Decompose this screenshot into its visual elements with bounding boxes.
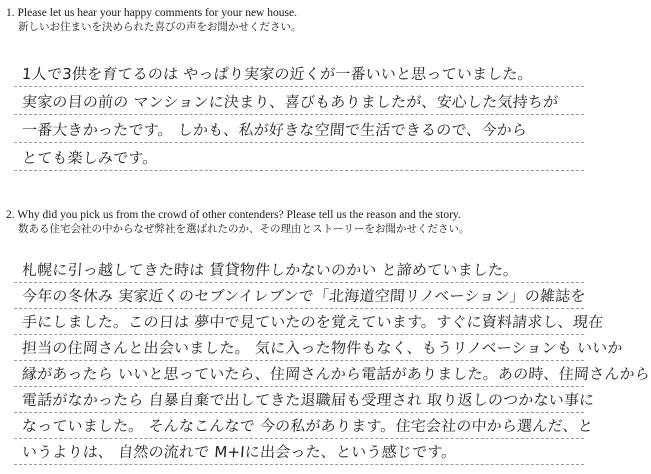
answer-line bbox=[14, 306, 605, 335]
question-1-japanese: 新しいお住まいを決められた喜びの声をお聞かせください。 bbox=[18, 21, 302, 33]
question-1 bbox=[6, 6, 594, 34]
answer-2 bbox=[14, 254, 651, 470]
answer-line bbox=[14, 436, 584, 465]
answer-line bbox=[14, 58, 584, 87]
answer-line bbox=[14, 410, 594, 439]
question-2-japanese: 数ある住宅会社の中からなぜ弊社を選ばれたのか、その理由とストーリーをお聞かせください。 bbox=[18, 223, 470, 235]
handwritten-text: いうよりは、 自然の流れで M+Iに出会った、という感じです。 bbox=[21, 443, 458, 461]
answer-line bbox=[14, 280, 587, 309]
handwritten-text: 一番大きかったです。 しかも、私が好きな空間で生活できるので、今から bbox=[21, 121, 528, 139]
answer-line bbox=[14, 332, 624, 361]
handwritten-text: 1人で3供を育てるのは やっぱり実家の近くが一番いいと思っていました。 bbox=[21, 65, 534, 83]
answer-line bbox=[14, 142, 584, 171]
question-1-english: 1. Please let us hear your happy comments for your new house. bbox=[6, 7, 297, 19]
handwritten-text: とても楽しみです。 bbox=[21, 149, 159, 167]
question-2-english: 2. Why did you pick us from the crowd of other contenders? Please tell us the reason and the story. bbox=[6, 209, 461, 221]
handwritten-text: 実家の目の前の マンションに決まり、喜びもありましたが、安心した気持ちが bbox=[21, 93, 559, 111]
answer-line bbox=[14, 86, 584, 115]
question-2 bbox=[6, 208, 594, 236]
handwritten-text: 今年の冬休み 実家近くのセブンイレブンで「北海道空間リノベーション」の雑誌を bbox=[21, 287, 587, 305]
handwritten-text: なっていました。 そんなこんなで 今の私があります。住宅会社の中から選んだ、と bbox=[21, 417, 594, 435]
handwritten-text: 縁があったら いいと思っていたら、住岡さんから電話がありました。あの時、住岡さんから bbox=[21, 365, 651, 383]
answer-line bbox=[14, 384, 595, 413]
answer-line bbox=[14, 254, 584, 283]
answer-line bbox=[14, 114, 584, 143]
handwritten-text: 電話がなかったら 自暴自棄で出してきた退職届も受理され 取り返しのつかない事に bbox=[21, 391, 595, 409]
handwritten-text: 手にしました。この日は 夢中で見ていたのを覚えています。すぐに資料請求し、現在 bbox=[21, 313, 605, 331]
answer-1 bbox=[14, 58, 584, 178]
answer-line bbox=[14, 358, 651, 387]
handwritten-text: 担当の住岡さんと出会いました。 気に入った物件もなく、もうリノベーションも いいか bbox=[21, 339, 624, 357]
handwritten-text: 札幌に引っ越してきた時は 賃貸物件しかないのかい と諦めていました。 bbox=[21, 261, 519, 279]
